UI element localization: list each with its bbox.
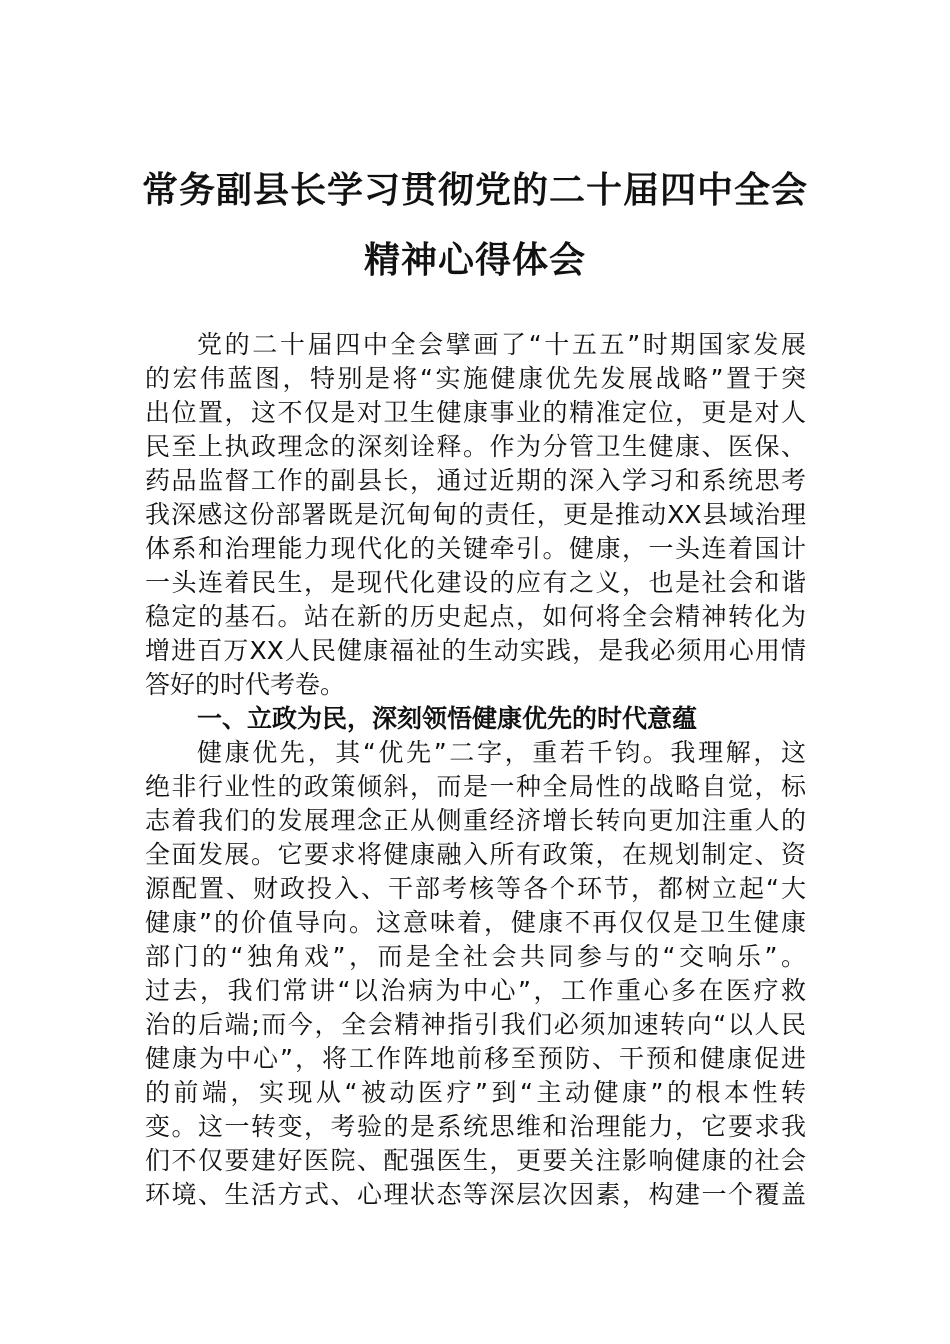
text-line: 增进百万XX人民健康福祉的生动实践，是我必须用心用情 [145, 636, 806, 665]
text-line: 一头连着民生，是现代化建设的应有之义，也是社会和谐 [145, 568, 806, 597]
text-line: 出位置，这不仅是对卫生健康事业的精准定位，更是对人 [145, 398, 806, 427]
text-line: 们不仅要建好医院、配强医生，更要关注影响健康的社会 [145, 1146, 806, 1175]
text-line: 源配置、财政投入、干部考核等各个环节，都树立起“大 [145, 874, 806, 903]
text-line: 答好的时代考卷。 [145, 670, 346, 699]
text-line: 药品监督工作的副县长，通过近期的深入学习和系统思考 [145, 466, 806, 495]
text-line: 志着我们的发展理念正从侧重经济增长转向更加注重人的 [145, 806, 806, 835]
text-line: 的宏伟蓝图，特别是将“实施健康优先发展战略”置于突 [145, 364, 806, 393]
text-line: 民至上执政理念的深刻诠释。作为分管卫生健康、医保、 [145, 432, 806, 461]
text-line: 健康”的价值导向。这意味着，健康不再仅仅是卫生健康 [145, 908, 806, 937]
text-line: 绝非行业性的政策倾斜，而是一种全局性的战略自觉，标 [145, 772, 806, 801]
text-line: 的前端，实现从“被动医疗”到“主动健康”的根本性转 [145, 1078, 806, 1107]
document-title-line-2: 精神心得体会 [363, 239, 586, 281]
text-line: 全面发展。它要求将健康融入所有政策，在规划制定、资 [145, 840, 806, 869]
text-line: 我深感这份部署既是沉甸甸的责任，更是推动XX县域治理 [145, 500, 806, 529]
text-line: 体系和治理能力现代化的关键牵引。健康，一头连着国计 [145, 534, 806, 563]
document-body [145, 328, 806, 1212]
text-line: 治的后端;而今，全会精神指引我们必须加速转向“以人民 [145, 1010, 806, 1039]
text-line: 健康为中心”，将工作阵地前移至预防、干预和健康促进 [145, 1044, 806, 1073]
text-line: 党的二十届四中全会擘画了“十五五”时期国家发展 [197, 330, 806, 359]
text-line: 环境、生活方式、心理状态等深层次因素，构建一个覆盖 [145, 1180, 806, 1209]
text-line: 变。这一转变，考验的是系统思维和治理能力，它要求我 [145, 1112, 806, 1141]
text-line: 过去，我们常讲“以治病为中心”，工作重心多在医疗救 [145, 976, 806, 1005]
document-title-line-1: 常务副县长学习贯彻党的二十届四中全会 [141, 169, 808, 211]
section-heading: 一、立政为民，深刻领悟健康优先的时代意蕴 [197, 704, 698, 733]
text-line: 稳定的基石。站在新的历史起点，如何将全会精神转化为 [145, 602, 806, 631]
text-line: 部门的“独角戏”，而是全社会共同参与的“交响乐”。 [145, 942, 806, 971]
text-line: 健康优先，其“优先”二字，重若千钧。我理解，这 [197, 738, 806, 767]
